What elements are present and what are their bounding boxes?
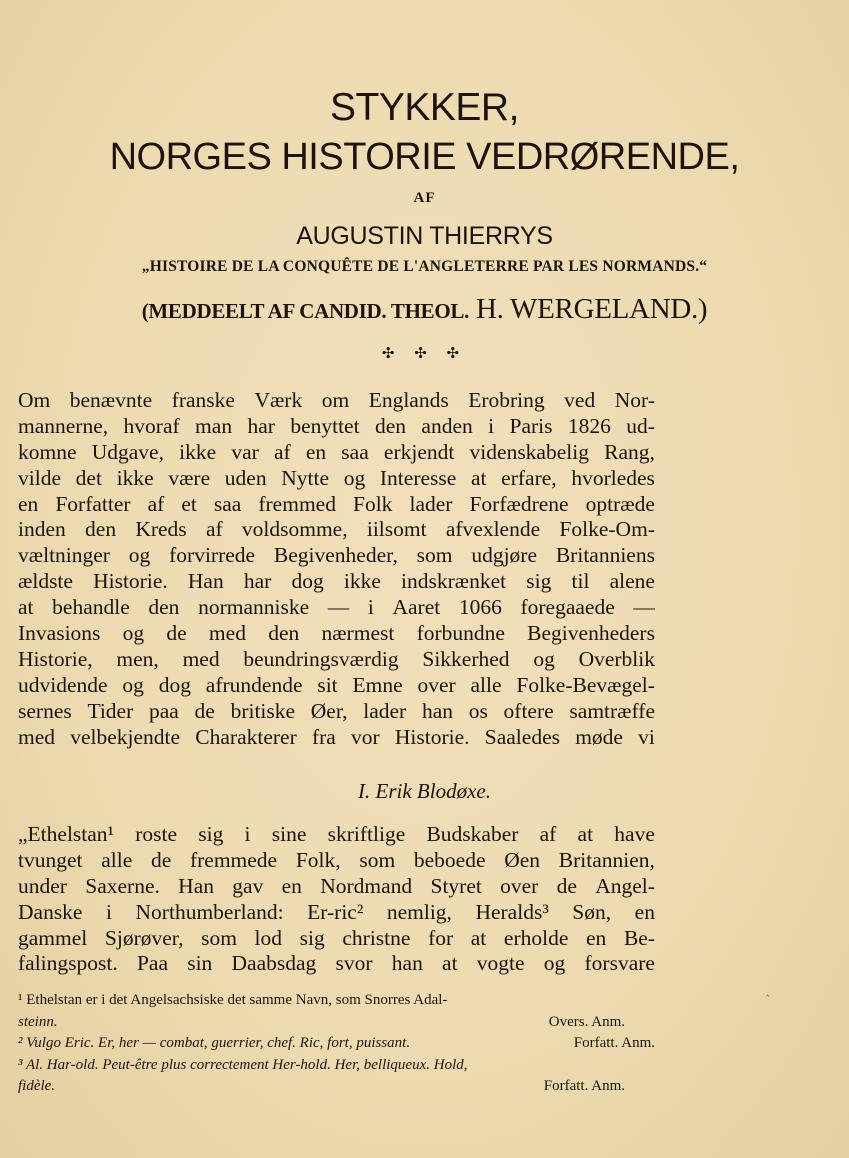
communicated-name: H. WERGELAND.) <box>476 293 708 325</box>
title-line-2: NORGES HISTORIE VEDRØRENDE, <box>109 136 740 178</box>
footnote-1b <box>18 1012 655 1034</box>
intro-line: sernes Tider paa de britiske Øer, lader han os oftere samtræffe <box>18 698 655 723</box>
ornament-divider: ✣ ✣ ✣ <box>381 346 468 362</box>
margin-mark: ‸ <box>766 986 770 997</box>
intro-line: Invasions og de med den nærmest forbundne Begivenheders <box>18 621 655 646</box>
intro-line: mannerne, hvoraf man har benyttet den anden i Paris 1826 ud- <box>18 413 655 438</box>
section-heading: I. Erik Blodøxe. <box>358 779 491 803</box>
intro-line: Historie, men, med beundringsværdig Sikkerhed og Overblik <box>18 646 655 671</box>
section-paragraph <box>18 822 655 977</box>
intro-paragraph <box>18 388 655 750</box>
work-title: „HISTOIRE DE LA CONQUÊTE DE L'ANGLETERRE PAR LES NORMANDS.“ <box>141 258 708 275</box>
footnote-1a <box>18 990 655 1012</box>
footnote-1b-right: Overs. Anm. <box>548 1013 625 1030</box>
intro-line: inden den Kreds af voldsomme, iilsomt afvexlende Folke-Om- <box>18 517 655 542</box>
footnote-3b-left: fidèle. <box>18 1078 56 1094</box>
communicated-prefix: (MEDDEELT AF CANDID. THEOL. <box>141 299 470 323</box>
author-name: AUGUSTIN THIERRYS <box>296 222 553 250</box>
footnote-3a <box>18 1055 655 1077</box>
footnote-2-right: Forfatt. Anm. <box>573 1035 655 1051</box>
section-line: „Ethelstan¹ roste sig i sine skriftlige Budskaber af at have <box>18 822 655 846</box>
intro-line: Om benævnte franske Værk om Englands Erobring ved Nor- <box>18 388 655 412</box>
intro-line: væltninger og forvirrede Begivenheder, som udgjøre Britanniens <box>18 543 655 568</box>
footnotes <box>18 990 655 1098</box>
communicated-by <box>0 293 849 326</box>
title-af: AF <box>413 190 436 206</box>
footnote-3b <box>18 1076 655 1098</box>
section-line: Danske i Northumberland: Er-ric² nemlig, Heralds³ Søn, en <box>18 899 655 924</box>
section-line: falingspost. Paa sin Daabsdag svor han at vogte og forsvare <box>18 951 655 976</box>
intro-line: ældste Historie. Han har dog ikke indskrænket sig til alene <box>18 569 655 594</box>
footnote-1a-text: ¹ Ethelstan er i det Angelsachsiske det samme Navn, som Snorres Adal- <box>18 992 448 1008</box>
section-line: under Saxerne. Han gav en Nordmand Styret over de Angel- <box>18 873 655 898</box>
footnote-2-left: ² Vulgo Eric. Er, her — combat, guerrier, chef. Ric, fort, puissant. <box>18 1035 411 1051</box>
footnote-3b-right: Forfatt. Anm. <box>543 1078 625 1094</box>
intro-line: udvidende og dog afrundende sit Emne over alle Folke-Bevægel- <box>18 672 655 697</box>
footnote-1b-left: steinn. <box>18 1013 58 1030</box>
footnote-3a-text: ³ Al. Har-old. Peut-être plus correctement Her-hold. Her, belliqueux. Hold, <box>18 1056 468 1073</box>
intro-line: med velbekjendte Charakterer fra vor Historie. Saaledes møde vi <box>18 724 655 749</box>
section-line: tvunget alle de fremmede Folk, som beboede Øen Britannien, <box>18 847 655 872</box>
section-line: gammel Sjørøver, som lod sig christne for at erholde en Be- <box>18 925 655 950</box>
intro-line: at behandle den normanniske — i Aaret 1066 foregaaede — <box>18 595 655 620</box>
intro-line: en Forfatter af et saa fremmed Folk lader Forfædrene optræde <box>18 491 655 516</box>
intro-line: vilde det ikke være uden Nytte og Interesse at erfare, hvorledes <box>18 465 655 490</box>
title-line-1: STYKKER, <box>330 86 519 129</box>
intro-line: komne Udgave, ikke var af en saa erkjendt videnskabelig Rang, <box>18 439 655 464</box>
footnote-2 <box>18 1033 655 1055</box>
